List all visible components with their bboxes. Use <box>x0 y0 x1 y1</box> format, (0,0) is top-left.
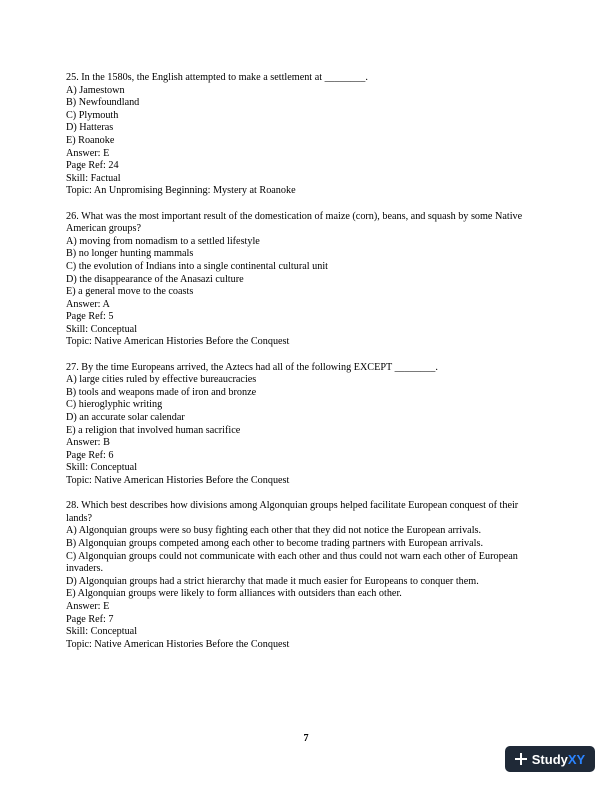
brand-main: Study <box>531 751 568 767</box>
page-ref: Page Ref: 7 <box>66 613 114 625</box>
answer: Answer: E <box>66 147 110 159</box>
question-text: 28. Which best describes how divisions among Algonquian groups helped facilitate European conquest of their lands? <box>66 500 519 524</box>
option-b: B) Algonquian groups competed among each other to become trading partners with European arrivals. <box>66 537 483 549</box>
topic: Topic: An Unpromising Beginning: Mystery at Roanoke <box>66 185 296 197</box>
skill: Skill: Conceptual <box>66 462 138 474</box>
question-text: 25. In the 1580s, the English attempted to make a settlement at ________. <box>66 72 368 83</box>
plus-icon <box>515 753 527 765</box>
topic: Topic: Native American Histories Before the Conquest <box>66 336 290 348</box>
question-26 <box>66 211 546 350</box>
option-c: C) Plymouth <box>66 109 119 121</box>
brand-name <box>532 752 585 767</box>
question-28 <box>66 500 546 651</box>
question-27 <box>66 362 546 488</box>
option-a: A) Jamestown <box>66 84 125 96</box>
page-ref: Page Ref: 6 <box>66 449 114 461</box>
question-25 <box>66 72 546 198</box>
option-b: B) tools and weapons made of iron and bronze <box>66 386 257 398</box>
topic: Topic: Native American Histories Before the Conquest <box>66 475 290 486</box>
option-d: D) Hatteras <box>66 122 114 134</box>
skill: Skill: Conceptual <box>66 626 138 638</box>
answer: Answer: E <box>66 600 110 612</box>
question-text: 26. What was the most important result of the domestication of maize (corn), beans, and squash by some Native American groups? <box>66 210 523 235</box>
option-b: B) no longer hunting mammals <box>66 248 194 260</box>
skill: Skill: Factual <box>66 172 121 184</box>
option-c: C) the evolution of Indians into a single continental cultural unit <box>66 260 328 272</box>
option-e: E) a religion that involved human sacrifice <box>66 424 241 436</box>
option-b: B) Newfoundland <box>66 97 140 109</box>
option-d: D) Algonquian groups had a strict hierarchy that made it much easier for Europeans to conquer them. <box>66 575 479 587</box>
skill: Skill: Conceptual <box>66 323 138 335</box>
option-c: C) hieroglyphic writing <box>66 399 163 411</box>
page-number: 7 <box>303 733 309 744</box>
option-e: E) a general move to the coasts <box>66 286 194 298</box>
option-c: C) Algonquian groups could not communicate with each other and thus could not warn each other of European invaders. <box>66 550 518 575</box>
option-a: A) large cities ruled by effective bureaucracies <box>66 374 257 386</box>
answer: Answer: B <box>66 437 110 449</box>
answer: Answer: A <box>66 298 110 310</box>
brand-accent: XY <box>567 751 586 767</box>
option-a: A) Algonquian groups were so busy fighting each other that they did not notice the European arrivals. <box>66 525 482 537</box>
option-e: E) Algonquian groups were likely to form alliances with outsiders than each other. <box>66 588 402 600</box>
option-d: D) an accurate solar calendar <box>66 412 185 424</box>
option-a: A) moving from nomadism to a settled lifestyle <box>66 235 260 247</box>
option-d: D) the disappearance of the Anasazi culture <box>66 273 244 285</box>
page-ref: Page Ref: 24 <box>66 160 119 172</box>
option-e: E) Roanoke <box>66 134 115 146</box>
question-list <box>66 72 546 664</box>
topic: Topic: Native American Histories Before the Conquest <box>66 638 290 650</box>
studyxy-badge[interactable] <box>505 746 595 772</box>
question-text: 27. By the time Europeans arrived, the Aztecs had all of the following EXCEPT ________. <box>66 361 438 373</box>
page-ref: Page Ref: 5 <box>66 311 114 323</box>
